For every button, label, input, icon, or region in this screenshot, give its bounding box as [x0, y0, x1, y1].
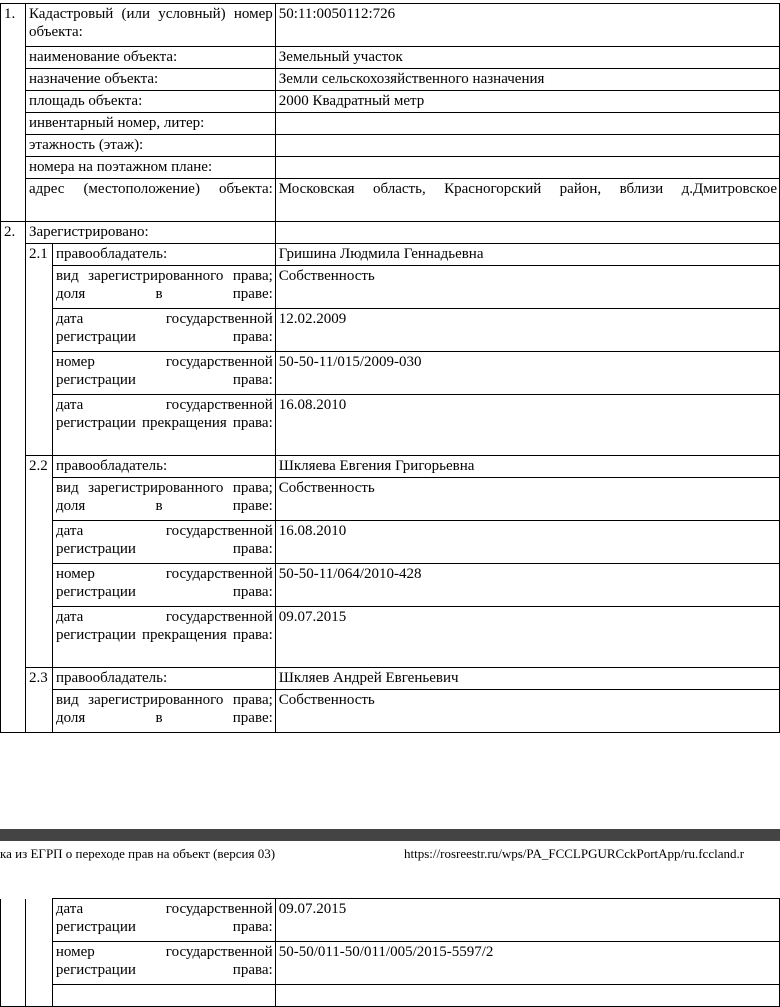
field-value-registration-number: 50-50/011-50/011/005/2015-5597/2 [275, 942, 779, 985]
field-value-address: Московская область, Красногорский район, вблизи д.Дмитровское [275, 179, 779, 222]
field-label-registration-number: номер государственной регистрации права: [52, 352, 275, 395]
section-number: 2. [1, 222, 26, 733]
table-row [1, 456, 780, 478]
table-row [1, 395, 780, 456]
table-row [1, 244, 780, 266]
field-label-registration-number: номер государственной регистрации права: [52, 564, 275, 607]
extract-table-continued [0, 898, 780, 1007]
field-label-address: адрес (местоположение) объекта: [25, 179, 275, 222]
table-row [1, 352, 780, 395]
field-label-termination-date: дата государственной регистрации прекращения права: [52, 395, 275, 456]
field-value-floors [275, 135, 779, 157]
field-label-holder: правообладатель: [52, 244, 275, 266]
field-label-floor-plan-numbers: номера на поэтажном плане: [25, 157, 275, 179]
holder-number: 2.3 [25, 668, 52, 733]
field-value-right-type: Собственность [275, 266, 779, 309]
field-value-registration-date: 12.02.2009 [275, 309, 779, 352]
field-value-holder: Шкляев Андрей Евгеньевич [275, 668, 779, 690]
table-row [1, 942, 780, 985]
table-row [1, 521, 780, 564]
field-value-registration-number: 50-50-11/015/2009-030 [275, 352, 779, 395]
field-value-registration-date: 16.08.2010 [275, 521, 779, 564]
table-row [1, 179, 780, 222]
table-row [1, 222, 780, 244]
field-label-registration-date: дата государственной регистрации права: [52, 899, 275, 942]
field-value-object-name: Земельный участок [275, 47, 779, 69]
field-label-holder: правообладатель: [52, 456, 275, 478]
page-break-bar [0, 829, 780, 841]
print-footer [0, 845, 780, 865]
field-label-area: площадь объекта: [25, 91, 275, 113]
field-value-cadastral-number: 50:11:0050112:726 [275, 4, 779, 47]
field-value-area: 2000 Квадратный метр [275, 91, 779, 113]
footer-url: https://rosreestr.ru/wps/PA_FCCLPGURCckPortApp/ru.fccland.r [404, 846, 745, 861]
field-value-right-type: Собственность [275, 690, 779, 733]
table-row [1, 135, 780, 157]
table-row [1, 899, 780, 942]
field-value-holder: Гришина Людмила Геннадьевна [275, 244, 779, 266]
table-row [1, 157, 780, 179]
field-label-right-type: вид зарегистрированного права; доля в праве: [52, 266, 275, 309]
field-value-termination-date: 16.08.2010 [275, 395, 779, 456]
table-row [1, 4, 780, 47]
field-label-cadastral-number: Кадастровый (или условный) номер объекта: [25, 4, 275, 47]
section-label-registered: Зарегистрировано: [25, 222, 275, 244]
field-label-purpose: назначение объекта: [25, 69, 275, 91]
footer-document-title: ка из ЕГРП о переходе прав на объект (версия 03) [0, 846, 276, 861]
field-label-registration-number: номер государственной регистрации права: [52, 942, 275, 985]
table-row [1, 309, 780, 352]
holder-number: 2.1 [25, 244, 52, 456]
table-row [1, 113, 780, 135]
field-label-right-type: вид зарегистрированного права; доля в праве: [52, 690, 275, 733]
table-row [1, 266, 780, 309]
table-row [1, 690, 780, 733]
field-value-registration-number: 50-50-11/064/2010-428 [275, 564, 779, 607]
field-label-registration-date: дата государственной регистрации права: [52, 521, 275, 564]
table-row [1, 668, 780, 690]
table-row [1, 91, 780, 113]
field-label-right-type: вид зарегистрированного права; доля в праве: [52, 478, 275, 521]
section-number: 1. [1, 4, 26, 222]
table-row [1, 564, 780, 607]
field-value-registration-date: 09.07.2015 [275, 899, 779, 942]
field-label-holder: правообладатель: [52, 668, 275, 690]
table-row [1, 69, 780, 91]
page-gap [0, 866, 780, 896]
field-label-registration-date: дата государственной регистрации права: [52, 309, 275, 352]
holder-number: 2.2 [25, 456, 52, 668]
field-value-right-type: Собственность [275, 478, 779, 521]
field-value-inventory-number [275, 113, 779, 135]
table-row [1, 607, 780, 668]
extract-table [0, 3, 780, 733]
table-row [1, 47, 780, 69]
field-label-object-name: наименование объекта: [25, 47, 275, 69]
field-value-holder: Шкляева Евгения Григорьевна [275, 456, 779, 478]
field-label-termination-date: дата государственной регистрации прекращения права: [52, 607, 275, 668]
field-value-purpose: Земли сельскохозяйственного назначения [275, 69, 779, 91]
field-value-floor-plan-numbers [275, 157, 779, 179]
field-value-termination-date: 09.07.2015 [275, 607, 779, 668]
field-label-inventory-number: инвентарный номер, литер: [25, 113, 275, 135]
table-row [1, 478, 780, 521]
field-label-floors: этажность (этаж): [25, 135, 275, 157]
